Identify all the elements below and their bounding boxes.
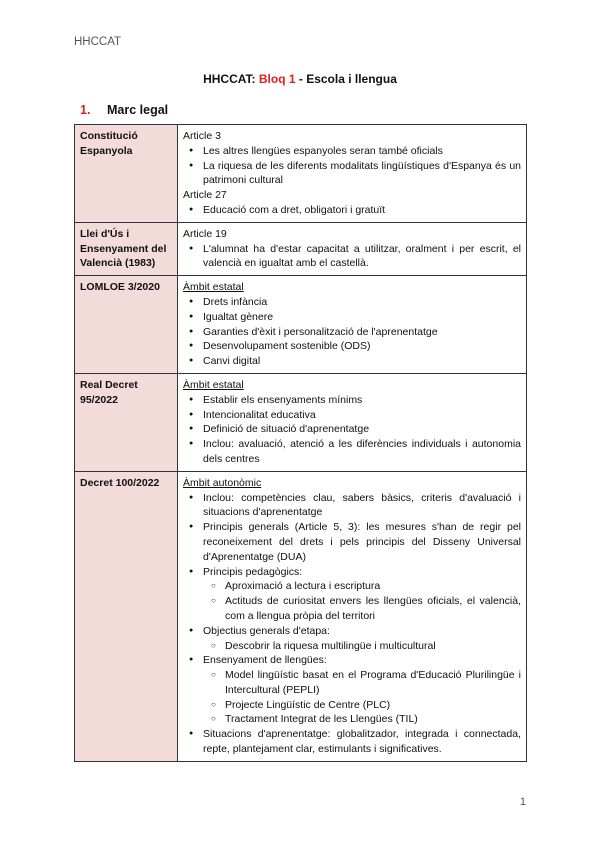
law-content — [178, 222, 527, 275]
list-item — [203, 520, 521, 564]
list-item — [203, 203, 521, 218]
document-title — [0, 72, 600, 86]
title-suffix: - Escola i llengua — [295, 72, 397, 86]
sub-bullet-list — [203, 579, 521, 623]
law-content — [178, 373, 527, 471]
block-heading: Àmbit estatal — [183, 281, 244, 294]
list-item-text: Les altres llengües espanyoles seran també oficials — [203, 144, 443, 157]
law-content — [178, 125, 527, 223]
table-row — [75, 276, 527, 374]
list-item — [203, 653, 521, 727]
section-label: Marc legal — [107, 103, 169, 117]
block-heading: Article 27 — [183, 189, 227, 202]
list-item-text: Drets infància — [203, 295, 268, 308]
law-content — [178, 276, 527, 374]
list-item — [203, 354, 521, 369]
list-item-text: Ensenyament de llengües: — [203, 654, 327, 667]
table-row — [75, 125, 527, 223]
list-item-text: L'alumnat ha d'estar capacitat a utilitzar, oralment i per escrit, el valencià en igualtat amb el castellà. — [203, 242, 521, 270]
bullet-list — [183, 242, 521, 272]
law-name: Constitució Espanyola — [75, 125, 178, 223]
bullet-list — [183, 203, 521, 218]
list-item-text: Inclou: avaluació, atenció a les diferències individuals i autonomia dels centres — [203, 438, 521, 465]
bullet-list — [183, 393, 521, 467]
list-item-text: Definició de situació d'aprenentatge — [203, 423, 370, 436]
legal-framework-table — [74, 124, 527, 762]
sub-list-item: ○ Tractament Integrat de les Llengües (TIL) — [225, 712, 521, 727]
list-item — [203, 242, 521, 272]
list-item — [203, 310, 521, 325]
bullet-list — [183, 295, 521, 369]
list-item-text: Principis pedagògics: — [203, 565, 303, 578]
list-item-text: Educació com a dret, obligatori i gratuït — [203, 203, 386, 216]
list-item-text: Intencionalitat educativa — [203, 408, 316, 421]
block-heading: Àmbit estatal — [183, 378, 244, 391]
law-name: LOMLOE 3/2020 — [75, 276, 178, 374]
table-row — [75, 373, 527, 471]
block-heading: Àmbit autonòmic — [183, 476, 262, 489]
list-item-text: Establir els ensenyaments mínims — [203, 393, 363, 406]
page-number: 1 — [519, 796, 526, 808]
law-name: Real Decret 95/2022 — [75, 373, 178, 471]
table-row — [75, 471, 527, 761]
bullet-list — [183, 491, 521, 757]
list-item — [203, 491, 521, 521]
list-item — [203, 159, 521, 189]
law-content — [178, 471, 527, 761]
sub-list-item: ○ Actituds de curiositat envers les llengües oficials, el valencià, com a llengua pròpia del territori — [225, 594, 521, 624]
list-item — [203, 295, 521, 310]
list-item-text: Desenvolupament sostenible (ODS) — [203, 340, 371, 353]
title-bloq: Bloq 1 — [258, 72, 296, 86]
sub-list-item: ○ Aproximació a lectura i escriptura — [225, 579, 521, 594]
list-item-text: Inclou: competències clau, sabers bàsics, criteris d'avaluació i situacions d'aprenentatge — [203, 491, 521, 519]
sub-list-item: ○ Projecte Lingüístic de Centre (PLC) — [225, 698, 521, 713]
list-item — [203, 144, 521, 159]
table-row — [75, 222, 527, 275]
list-item-text: Garanties d'èxit i personalització de l'aprenentatge — [203, 325, 438, 338]
block-heading: Article 19 — [183, 227, 227, 240]
list-item-text: Principis generals (Article 5, 3): les mesures s'han de regir pel reconeixement del drets i pels principis del Disseny Universal d'Aprenentatge (DUA) — [203, 521, 521, 563]
title-prefix: HHCCAT: — [203, 72, 259, 86]
sub-list-item: ○ Descobrir la riquesa multilingüe i multicultural — [225, 639, 521, 654]
sub-list-item: ○ Model lingüístic basat en el Programa d'Educació Plurilingüe i Intercultural (PEPLI) — [225, 668, 521, 698]
list-item — [203, 437, 521, 467]
bullet-list — [183, 144, 521, 188]
sub-bullet-list — [203, 639, 521, 654]
list-item — [203, 422, 521, 437]
law-name: Llei d'Ús i Ensenyament del Valencià (1983) — [75, 222, 178, 275]
list-item — [203, 624, 521, 654]
list-item — [203, 727, 521, 757]
list-item-text: La riquesa de les diferents modalitats lingüístiques d'Espanya és un patrimoni cultural — [203, 159, 521, 187]
list-item — [203, 393, 521, 408]
list-item-text: Situacions d'aprenentatge: globalitzador, integrada i connectada, repte, plantejament clar, estimulants i significatives. — [203, 728, 521, 756]
law-name: Decret 100/2022 — [75, 471, 178, 761]
list-item-text: Igualtat gènere — [203, 310, 274, 323]
list-item-text: Canvi digital — [203, 355, 261, 368]
block-heading: Article 3 — [183, 130, 221, 142]
list-item — [203, 565, 521, 624]
section-number: 1. — [80, 103, 91, 117]
list-item — [203, 408, 521, 423]
page-header: HHCCAT — [74, 36, 122, 48]
list-item — [203, 325, 521, 340]
list-item-text: Objectius generals d'etapa: — [203, 624, 330, 637]
list-item — [203, 339, 521, 354]
sub-bullet-list — [203, 668, 521, 727]
section-heading — [80, 103, 168, 117]
